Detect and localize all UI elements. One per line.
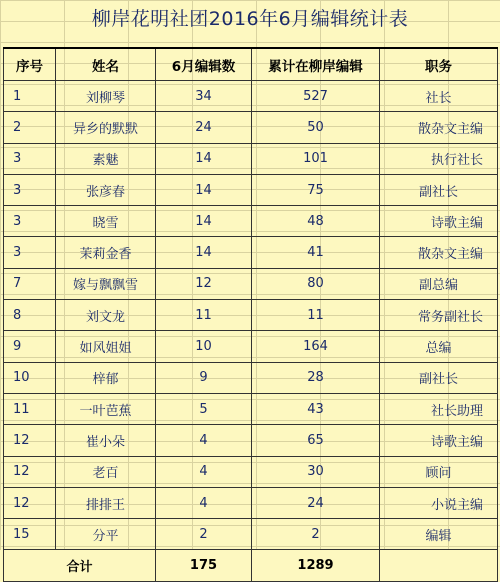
table-row <box>4 206 498 237</box>
cell-june-edits[interactable]: 14 <box>156 206 252 237</box>
cell-name[interactable]: 刘文龙 <box>56 300 156 331</box>
cell-position[interactable]: 顾问 <box>380 456 498 487</box>
table-row <box>4 456 498 487</box>
cell-position[interactable]: 散杂文主编 <box>380 112 498 143</box>
cell-june-edits[interactable]: 9 <box>156 362 252 393</box>
cell-position[interactable]: 诗歌主编 <box>380 425 498 456</box>
cell-no[interactable]: 12 <box>4 425 56 456</box>
total-all[interactable]: 1289 <box>252 550 380 581</box>
table-row <box>4 362 498 393</box>
cell-no[interactable]: 9 <box>4 331 56 362</box>
table-row <box>4 112 498 143</box>
cell-june-edits[interactable]: 5 <box>156 393 252 424</box>
cell-position[interactable]: 社长 <box>380 81 498 112</box>
cell-june-edits[interactable]: 10 <box>156 331 252 362</box>
cell-june-edits[interactable]: 12 <box>156 268 252 299</box>
cell-june-edits[interactable]: 11 <box>156 300 252 331</box>
cell-name[interactable]: 梓郁 <box>56 362 156 393</box>
cell-position[interactable]: 诗歌主编 <box>380 206 498 237</box>
cell-position[interactable]: 总编 <box>380 331 498 362</box>
cell-june-edits[interactable]: 24 <box>156 112 252 143</box>
header-total-edits[interactable]: 累计在柳岸编辑 <box>252 48 380 81</box>
cell-total-edits[interactable]: 30 <box>252 456 380 487</box>
cell-total-edits[interactable]: 527 <box>252 81 380 112</box>
cell-june-edits[interactable]: 4 <box>156 456 252 487</box>
cell-name[interactable]: 茉莉金香 <box>56 237 156 268</box>
cell-no[interactable]: 1 <box>4 81 56 112</box>
table-row <box>4 331 498 362</box>
cell-no[interactable]: 3 <box>4 143 56 174</box>
cell-june-edits[interactable]: 34 <box>156 81 252 112</box>
cell-june-edits[interactable]: 14 <box>156 143 252 174</box>
cell-total-edits[interactable]: 101 <box>252 143 380 174</box>
cell-no[interactable]: 7 <box>4 268 56 299</box>
cell-name[interactable]: 一叶芭蕉 <box>56 393 156 424</box>
table-row <box>4 268 498 299</box>
page-title: 柳岸花明社团2016年6月编辑统计表 <box>91 8 409 30</box>
cell-name[interactable]: 张彦春 <box>56 174 156 205</box>
total-june[interactable]: 175 <box>156 550 252 581</box>
table-header-row <box>4 48 498 81</box>
cell-name[interactable]: 嫁与飘飘雪 <box>56 268 156 299</box>
header-name[interactable]: 姓名 <box>56 48 156 81</box>
cell-june-edits[interactable]: 14 <box>156 174 252 205</box>
cell-no[interactable]: 12 <box>4 456 56 487</box>
cell-name[interactable]: 刘柳琴 <box>56 81 156 112</box>
cell-name[interactable]: 排排王 <box>56 487 156 518</box>
header-position[interactable]: 职务 <box>380 48 498 81</box>
cell-position[interactable]: 社长助理 <box>380 393 498 424</box>
cell-total-edits[interactable]: 80 <box>252 268 380 299</box>
cell-total-edits[interactable]: 164 <box>252 331 380 362</box>
table-row <box>4 487 498 518</box>
cell-position[interactable]: 副总编 <box>380 268 498 299</box>
cell-total-edits[interactable]: 48 <box>252 206 380 237</box>
cell-no[interactable]: 2 <box>4 112 56 143</box>
cell-total-edits[interactable]: 24 <box>252 487 380 518</box>
total-row <box>4 550 498 581</box>
table-row <box>4 174 498 205</box>
cell-total-edits[interactable]: 28 <box>252 362 380 393</box>
table-row <box>4 81 498 112</box>
cell-no[interactable]: 12 <box>4 487 56 518</box>
cell-no[interactable]: 11 <box>4 393 56 424</box>
cell-total-edits[interactable]: 43 <box>252 393 380 424</box>
total-empty-cell[interactable] <box>380 550 498 581</box>
cell-no[interactable]: 3 <box>4 174 56 205</box>
cell-name[interactable]: 老百 <box>56 456 156 487</box>
table-row <box>4 519 498 550</box>
total-label[interactable]: 合计 <box>4 550 156 581</box>
cell-june-edits[interactable]: 2 <box>156 519 252 550</box>
cell-total-edits[interactable]: 2 <box>252 519 380 550</box>
cell-position[interactable]: 常务副社长 <box>380 300 498 331</box>
cell-no[interactable]: 10 <box>4 362 56 393</box>
cell-name[interactable]: 素魅 <box>56 143 156 174</box>
cell-position[interactable]: 小说主编 <box>380 487 498 518</box>
cell-position[interactable]: 副社长 <box>380 174 498 205</box>
table-row <box>4 143 498 174</box>
cell-total-edits[interactable]: 75 <box>252 174 380 205</box>
cell-total-edits[interactable]: 11 <box>252 300 380 331</box>
table-row <box>4 300 498 331</box>
table-row <box>4 425 498 456</box>
cell-total-edits[interactable]: 41 <box>252 237 380 268</box>
cell-position[interactable]: 散杂文主编 <box>380 237 498 268</box>
cell-june-edits[interactable]: 4 <box>156 487 252 518</box>
stats-table <box>3 47 498 582</box>
cell-june-edits[interactable]: 4 <box>156 425 252 456</box>
cell-name[interactable]: 崔小朵 <box>56 425 156 456</box>
table-row <box>4 393 498 424</box>
cell-no[interactable]: 8 <box>4 300 56 331</box>
table-row <box>4 237 498 268</box>
cell-name[interactable]: 分平 <box>56 519 156 550</box>
header-june-edits[interactable]: 6月编辑数 <box>156 48 252 81</box>
cell-position[interactable]: 副社长 <box>380 362 498 393</box>
cell-name[interactable]: 异乡的默默 <box>56 112 156 143</box>
cell-no[interactable]: 15 <box>4 519 56 550</box>
cell-june-edits[interactable]: 14 <box>156 237 252 268</box>
cell-no[interactable]: 3 <box>4 237 56 268</box>
cell-name[interactable]: 晓雪 <box>56 206 156 237</box>
cell-total-edits[interactable]: 50 <box>252 112 380 143</box>
header-no[interactable]: 序号 <box>4 48 56 81</box>
cell-position[interactable]: 编辑 <box>380 519 498 550</box>
cell-name[interactable]: 如风姐姐 <box>56 331 156 362</box>
cell-total-edits[interactable]: 65 <box>252 425 380 456</box>
cell-position[interactable]: 执行社长 <box>380 143 498 174</box>
cell-no[interactable]: 3 <box>4 206 56 237</box>
